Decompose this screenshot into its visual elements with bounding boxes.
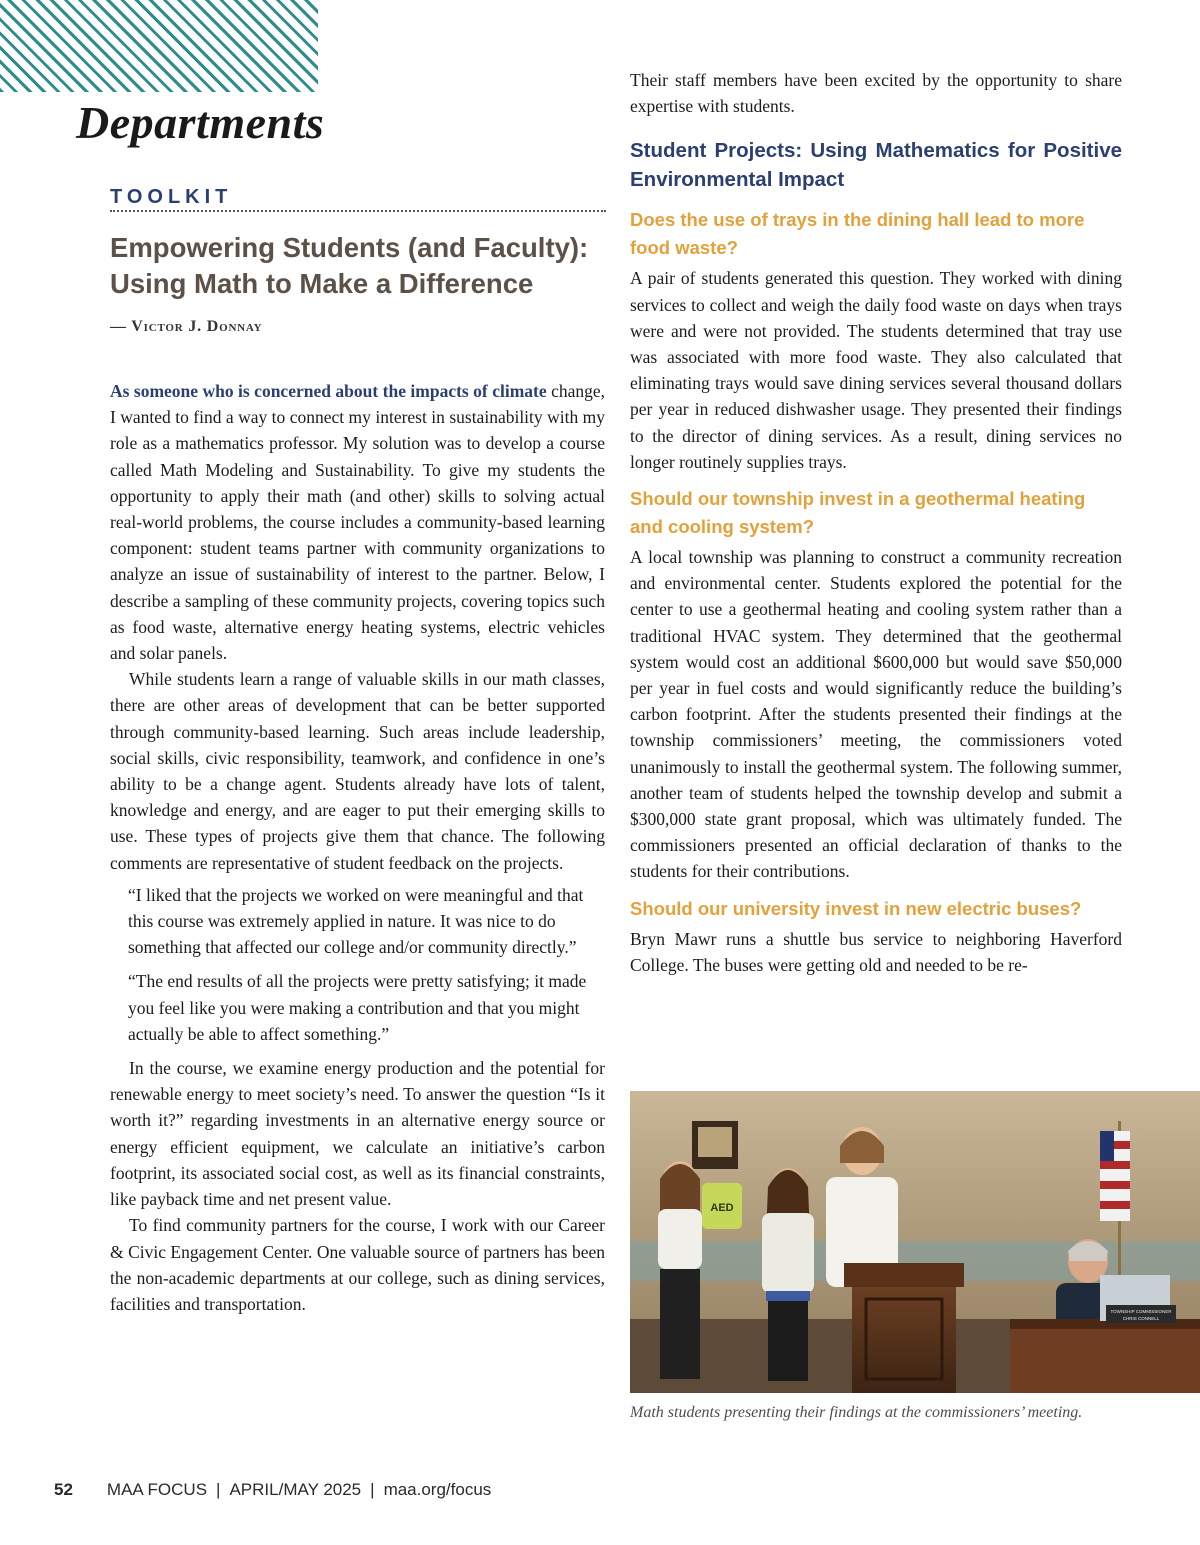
- meeting-photo-illustration: [630, 1091, 1200, 1393]
- section-title: Departments: [76, 97, 325, 148]
- page-footer: [54, 1480, 491, 1500]
- left-column: [110, 378, 605, 1317]
- paragraph-partners: To find community partners for the course, I work with our Career & Civic Engagement Center. One valuable source of partners has been the non-academic departments at our college, such as dining services, facilities and transportation.: [110, 1215, 605, 1314]
- student-quote-2: “The end results of all the projects were pretty satisfying; it made you feel like you were making a contribution and that you might actually be able to affect something.”: [128, 971, 587, 1044]
- aed-cabinet: [702, 1183, 742, 1229]
- lead-in-text: As someone who is concerned about the impacts of climate: [110, 381, 547, 401]
- toolkit-kicker: TOOLKIT: [110, 186, 606, 212]
- student-quote-1: “I liked that the projects we worked on were meaningful and that this course was extremely applied in nature. It was nice to do something that affected our college and/or community directly.”: [128, 884, 584, 958]
- student-left: [658, 1161, 702, 1379]
- question-heading-buses: Should our university invest in new electric buses?: [630, 897, 1082, 919]
- question-heading-trays: Does the use of trays in the dining hall lead to more food waste?: [630, 209, 1085, 259]
- paragraph-skills: While students learn a range of valuable skills in our math classes, there are other areas of development that can be better supported through community-based learning. Such areas include leadership, social skills, civic responsibility, teamwork, and confidence in one’s ability to be a change agent. Students already have lots of talent, knowledge and energy, and are eager to put their emerging skills to use. These types of projects give them that chance. The following comments are representative of student feedback on the projects.: [110, 669, 605, 873]
- publication-name: MAA FOCUS: [106, 1480, 208, 1499]
- footer-separator: |: [370, 1480, 375, 1499]
- paragraph-geothermal: A local township was planning to construct a community recreation and environmental center. Students explored the potential for the center to use a geothermal heating and cooling system rather than a traditional HVAC system. They determined that the geothermal system would cost an additional $600,000 but would save $50,000 per year in fuel costs and would significantly reduce the building’s carbon footprint. After the students presented their findings at the township commissioners’ meeting, the commissioners voted unanimously to install the geothermal system. The following summer, another team of students helped the township develop and submit a $300,000 state grant proposal, which was ultimately funded. The commissioners presented an official declaration of thanks to the students for their contributions.: [630, 547, 1122, 882]
- nameplate-title: TOWNSHIP COMMISSIONER: [1110, 1309, 1172, 1314]
- podium: [844, 1263, 964, 1393]
- issue-date: APRIL/MAY 2025: [229, 1480, 362, 1499]
- aed-label: AED: [710, 1202, 734, 1214]
- paragraph-energy: In the course, we examine energy production and the potential for renewable energy to meet society’s need. To answer the question “Is it worth it?” regarding investments in an alternative energy source or energy efficient equipment, we calculate an initiative’s carbon footprint, its associated social cost, as well as its financial constraints, like payback time and net present value.: [110, 1058, 605, 1210]
- question-heading-geothermal: Should our township invest in a geothermal heating and cooling system?: [630, 488, 1086, 538]
- paragraph-buses: Bryn Mawr runs a shuttle bus service to neighboring Haverford College. The buses were getting old and needed to be re-: [630, 928, 1122, 975]
- footer-separator: |: [216, 1480, 221, 1499]
- photo-caption: Math students presenting their findings at the commissioners’ meeting.: [630, 1404, 1083, 1421]
- author-byline: — Victor J. Donnay: [110, 318, 263, 335]
- page-number: 52: [54, 1480, 73, 1499]
- right-column: [630, 67, 1122, 978]
- paragraph-continuation: Their staff members have been excited by the opportunity to share expertise with students.: [630, 70, 1122, 117]
- footer-url[interactable]: maa.org/focus: [383, 1480, 492, 1499]
- nameplate-name: CHRIS CONNELL: [1122, 1316, 1160, 1321]
- decorative-hatch-pattern: [0, 0, 318, 92]
- article-headline: Empowering Students (and Faculty): Using Math to Make a Difference: [110, 232, 589, 299]
- paragraph-intro: [110, 378, 605, 666]
- meeting-photo: [630, 1091, 1200, 1393]
- intro-text: change, I wanted to find a way to connect my interest in sustainability with my role as a mathematics professor. My solution was to develop a course called Math Modeling and Sustainability. To give my students the opportunity to apply their math (and other) skills to solving actual real-world problems, the course includes a community-based learning component: student teams partner with community organizations to analyze an issue of sustainability of interest to the partner. Below, I describe a sampling of these community projects, covering topics such as food waste, alternative energy heating systems, electric vehicles and solar panels.: [110, 381, 606, 664]
- section-heading-student-projects: Student Projects: Using Mathematics for Positive Environmental Impact: [630, 139, 1122, 192]
- paragraph-trays: A pair of students generated this question. They worked with dining services to collect and weigh the daily food waste on days when trays were and were not provided. The students determined that tray use was associated with more food waste. They also calculated that eliminating trays would save dining services several thousand dollars per year in reduced dishwasher usage. They presented their findings to the director of dining services. As a result, dining services no longer routinely supplies trays.: [630, 268, 1122, 472]
- student-middle: [762, 1168, 814, 1381]
